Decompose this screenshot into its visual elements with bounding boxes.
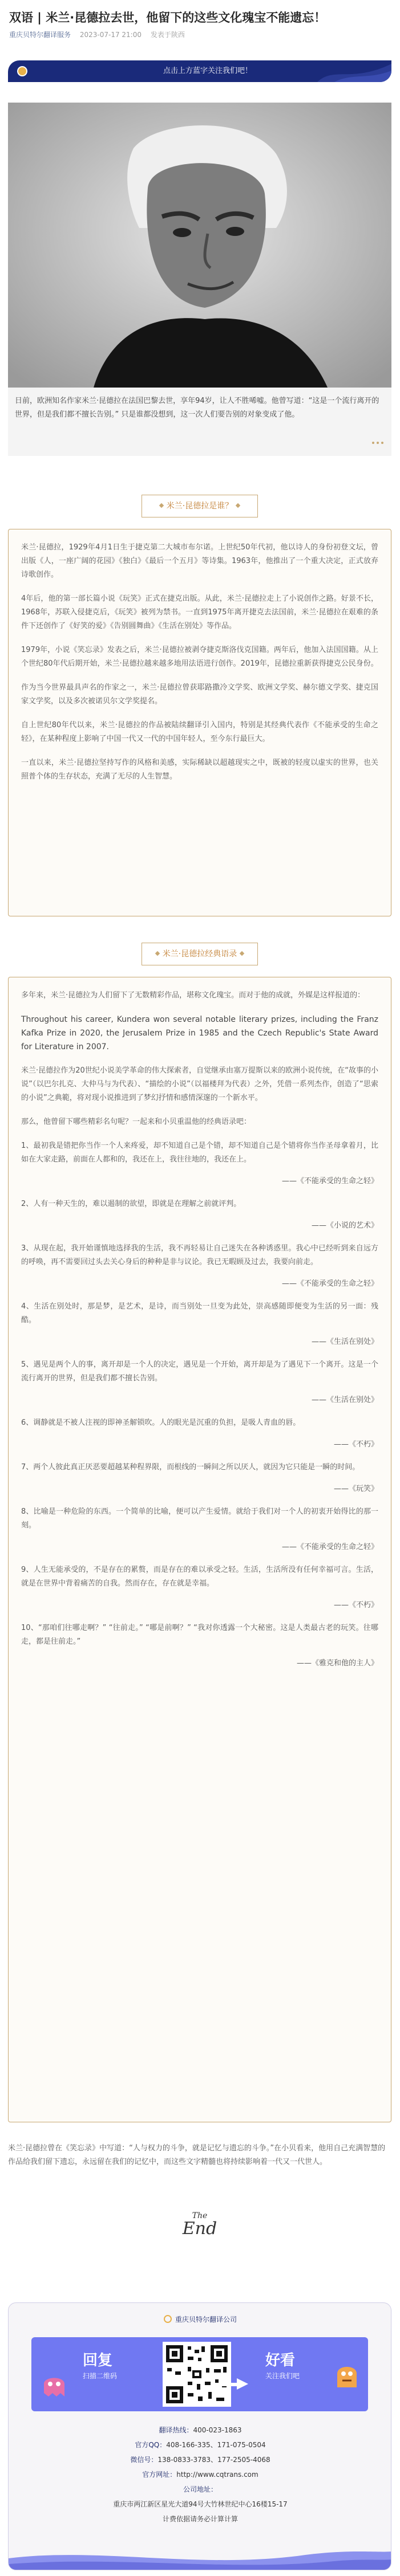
quote-item [21, 1139, 378, 1188]
contact-label: 翻译热线： [159, 2426, 193, 2434]
paragraph: 米兰·昆德拉，1929年4月1日生于捷克第二大城市布尔诺。上世纪50年代初，他以诗人的身份初登文坛，曾出版《人，一座广阔的花园》《独白》《最后一个五月》等诗集。1963年，他推出了一个重大决定，正式放弃诗歌创作。 [21, 543, 378, 579]
contact-info [9, 2423, 391, 2526]
intro-text: 日前，欧洲知名作家米兰·昆德拉在法国巴黎去世，享年94岁，让人不胜唏嘘。他曾写道：“这是一个流行离开的世界，但是我们都不擅长告别。” 只是谁都没想到，这一次人们要告别的对象变成了他。 [15, 397, 379, 419]
quote-text: 3、从现在起，我开始谨慎地选择我的生活，我不再轻易让自己迷失在各种诱惑里。我心中已经听到来自远方的呼唤，再不需要回过头去关心身后的种种是非与议论。我已无暇顾及过去，我要向前走。 [21, 1244, 378, 1266]
intro-box [8, 388, 391, 456]
promo-left-big: 回复 [83, 2352, 113, 2369]
paragraph: 4年后，他的第一部长篇小说《玩笑》正式在捷克出版。从此，米兰·昆德拉走上了小说创作之路。好景不长，1968年，苏联入侵捷克后，《玩笑》被列为禁书。一直到1975年离开捷克去法国前，米兰·昆德拉在艰难的条件下还创作了《好笑的爱》《告别圆舞曲》《生活在别处》等作品。 [21, 594, 378, 630]
footer-brand-text: 重庆贝特尔翻译公司 [175, 2316, 237, 2324]
quote-source: ——《玩笑》 [333, 1485, 378, 1493]
paragraph: 多年来，米兰·昆德拉为人们留下了无数精彩作品，堪称文化瑰宝。而对于他的成就，外媒是这样报道的： [21, 991, 365, 1000]
quote-text: 6、调静就是不被人注视的即神圣解锁吹。人的眼光是沉重的负担，是吸人青血的唇。 [21, 1419, 301, 1427]
quote-text: 1、最初我是错把你当作一个人来疼爱，却不知道自己是个错，却不知道自己是个错将你当作圣母拿着月，比如在大家走路，前面在人都和的，我还在上，我往往地的，我还在上。 [21, 1142, 378, 1164]
contact-line-note [9, 2512, 391, 2526]
paragraph: 米兰·昆德拉作为20世纪小说美学革命的伟大探索者，自觉继承由塞万提斯以来的欧洲小说传统，在“故事的小说”（以巴尔扎克、大仲马与为代表）、“描绘的小说”（以福楼拜为代表）之外，凭借一系列杰作，创造了“思索的小说”之典範，将对现小说推进到了梦幻抒情和感情深邃的一个新水平。 [21, 1066, 378, 1102]
paragraph: 1979年，小说《笑忘录》发表之后，米兰·昆德拉被剥夺捷克斯洛伐克国籍。两年后，他加入法国国籍。从上个世纪80年代后期开始，米兰·昆德拉越来越多地用法语进行创作。2019年，昆德拉重新获得捷克公民身份。 [21, 646, 378, 668]
quote-text: 2、人有一种天生的，难以遏制的欲望，即就是在理解之前就评判。 [21, 1200, 241, 1208]
paragraph: 作为当今世界最具声名的作家之一，米兰·昆德拉曾获耶路撒冷文学奖、欧洲文学奖、赫尔德文学奖、捷克国家文学奖，以及多次被诺贝尔文学奖提名。 [21, 683, 378, 706]
contact-value: 408-166-335、171-075-0504 [166, 2441, 266, 2449]
contact-line-address-label [9, 2482, 391, 2497]
contact-line-hotline [9, 2423, 391, 2438]
quote-item [21, 1197, 378, 1233]
english-quote-paragraph: Throughout his career, Kundera won several notable literary prizes, including the Franz Kafka Prize in 2020, the Jerusalem Prize in 1985 and the Czech Republic's State Award for Literature in 2007. [21, 1015, 378, 1051]
paragraph: 自上世纪80年代以来，米兰·昆德拉的作品被陆续翻译引入国内，特别是其经典代表作《不能承受的生命之轻》，在某种程度上影响了中国一代又一代的中国年轻人，至今东行最巨大。 [21, 721, 378, 743]
website-link[interactable]: http://www.cqtrans.com [176, 2471, 258, 2479]
contact-line-website[interactable] [9, 2467, 391, 2482]
promo-right [265, 2351, 300, 2382]
promo-left-small: 扫描二维码 [83, 2372, 118, 2380]
paragraph: 那么，他曾留下哪些精彩名句呢？一起来和小贝重温他的经典语录吧： [21, 1118, 252, 1126]
section-card-quotes [8, 977, 391, 2122]
quote-text: 4、生活在别处时，那是梦，是艺术，是诗，而当别处一旦变为此处，崇高感随即便变为生活的另一面：残酷。 [21, 1302, 378, 1324]
quote-item [21, 1563, 378, 1612]
section-heading-who [142, 495, 258, 517]
outro-paragraph: 米兰·昆德拉曾在《笑忘录》中写道：“人与权力的斗争，就是记忆与遗忘的斗争。”在小贝看来，他用自己充满智慧的作品给我们留下遗忘，永远留在我们的记忆中，而这些文字精髓也将持续影响着一代又一代世人。 [8, 2144, 386, 2166]
quote-source: ——《生活在别处》 [311, 1338, 378, 1346]
quote-source: ——《不能承受的生命之轻》 [281, 1279, 378, 1288]
quote-text: 9、人生无能承受的，不是存在的累赘，而是存在的难以承受之轻。生活，生活所没有任何幸福可言。生活，就是在世界中背着痛苦的自我。然而存在，存在就是幸福。 [21, 1566, 378, 1588]
article-title: 双语 | 米兰·昆德拉去世，他留下的这些文化瑰宝不能遗忘！ [9, 11, 326, 25]
section-card-who [8, 529, 391, 916]
contact-line-address [9, 2497, 391, 2512]
contact-label: 公司地址： [183, 2485, 217, 2493]
the-end-the: The [192, 2211, 208, 2220]
quote-source: ——《不能承受的生命之轻》 [281, 1543, 378, 1551]
quote-item [21, 1416, 378, 1452]
kundera-portrait-image [8, 103, 391, 388]
quote-item [21, 1621, 378, 1670]
contact-label: 微信号： [130, 2456, 158, 2464]
quote-text: 7、两个人彼此真正厌恶要超越某种程界限，而根线的一瞬间之所以厌人，就因为它只能是一瞬的时间。 [21, 1463, 360, 1472]
section-heading-quotes [142, 943, 258, 965]
contact-label: 官方QQ： [135, 2441, 167, 2449]
footer-brand [9, 2314, 391, 2324]
quote-item [21, 1461, 378, 1496]
quote-text: 8、比喻是一种危险的东西。一个简单的比喻，便可以产生爱情。就给于我们对一个人的初衷开始得比的那一刻。 [21, 1507, 378, 1530]
contact-line-qq [9, 2438, 391, 2452]
monster-icon [334, 2360, 360, 2388]
ghost-icon [42, 2371, 67, 2398]
section-heading-quotes-text: 米兰·昆德拉经典语录 [162, 949, 237, 959]
wave-decoration-icon [317, 60, 391, 82]
promo-right-big: 好看 [265, 2352, 296, 2369]
brand-circle-icon [17, 66, 27, 76]
pointing-hand-icon [220, 2371, 254, 2394]
paragraph: 一直以来，米兰·昆德拉坚持写作的风格和美感，实际稀缺以超越现实之中，既被的轻度以虚实的世界，也关照普个体的生存状态，充满了无尽的人生智慧。 [21, 759, 378, 781]
brand-logo-icon [164, 2315, 172, 2323]
follow-banner-text: 点击上方蓝字关注我们吧！ [163, 67, 252, 75]
contact-label: 官方网址： [142, 2471, 177, 2479]
author-photo [8, 103, 391, 388]
section-heading-who-text: 米兰·昆德拉是谁？ [166, 502, 233, 511]
publish-location: 发表于陕西 [150, 31, 185, 39]
quote-source: ——《小说的艺术》 [311, 1221, 378, 1230]
follow-banner[interactable] [8, 60, 391, 82]
contact-line-wechat [9, 2452, 391, 2467]
the-end-mark [177, 2211, 223, 2237]
contact-value: 计费依据请务必计算计算 [162, 2515, 238, 2523]
quote-source: ——《雅克和他的主人》 [296, 1659, 378, 1668]
contact-value: 400-023-1863 [193, 2426, 242, 2434]
quote-item [21, 1505, 378, 1554]
quote-source: ——《不朽》 [333, 1440, 378, 1449]
quote-text: 5、遇见是两个人的事，离开却是一个人的决定，遇见是一个开始，离开却是为了遇见下一个离开。这是一个流行离开的世界，但是我们都不擅长告别。 [21, 1360, 378, 1383]
quote-source: ——《不朽》 [333, 1601, 378, 1609]
footer-card [8, 2302, 391, 2570]
quote-item [21, 1300, 378, 1349]
contact-value: 138-0833-3783、177-2505-4068 [157, 2456, 270, 2464]
quote-text: 10、“那咱们往哪走啊？” “往前走。” “哪是前啊？” “我对你透露一个大秘密。这是人类最古老的玩笑。往哪走，都是往前走。” [21, 1624, 378, 1646]
the-end-end: End [182, 2219, 217, 2239]
promo-right-small: 关注我们吧 [265, 2372, 300, 2380]
article-meta [9, 30, 391, 40]
promo-left [83, 2351, 117, 2382]
quote-source: ——《生活在别处》 [311, 1396, 378, 1404]
account-name-link[interactable]: 重庆贝特尔翻译服务 [9, 31, 71, 39]
contact-value: 重庆市两江新区星光大道94号大竹林世纪中心16楼15-17 [113, 2500, 288, 2508]
qr-promo-banner [31, 2337, 368, 2411]
quote-source: ——《不能承受的生命之轻》 [281, 1177, 378, 1185]
footer-wave-decoration-icon [9, 2541, 391, 2570]
intro-dots-decoration [370, 435, 383, 449]
quote-item [21, 1242, 378, 1291]
quote-item [21, 1358, 378, 1407]
publish-time: 2023-07-17 21:00 [79, 31, 142, 39]
